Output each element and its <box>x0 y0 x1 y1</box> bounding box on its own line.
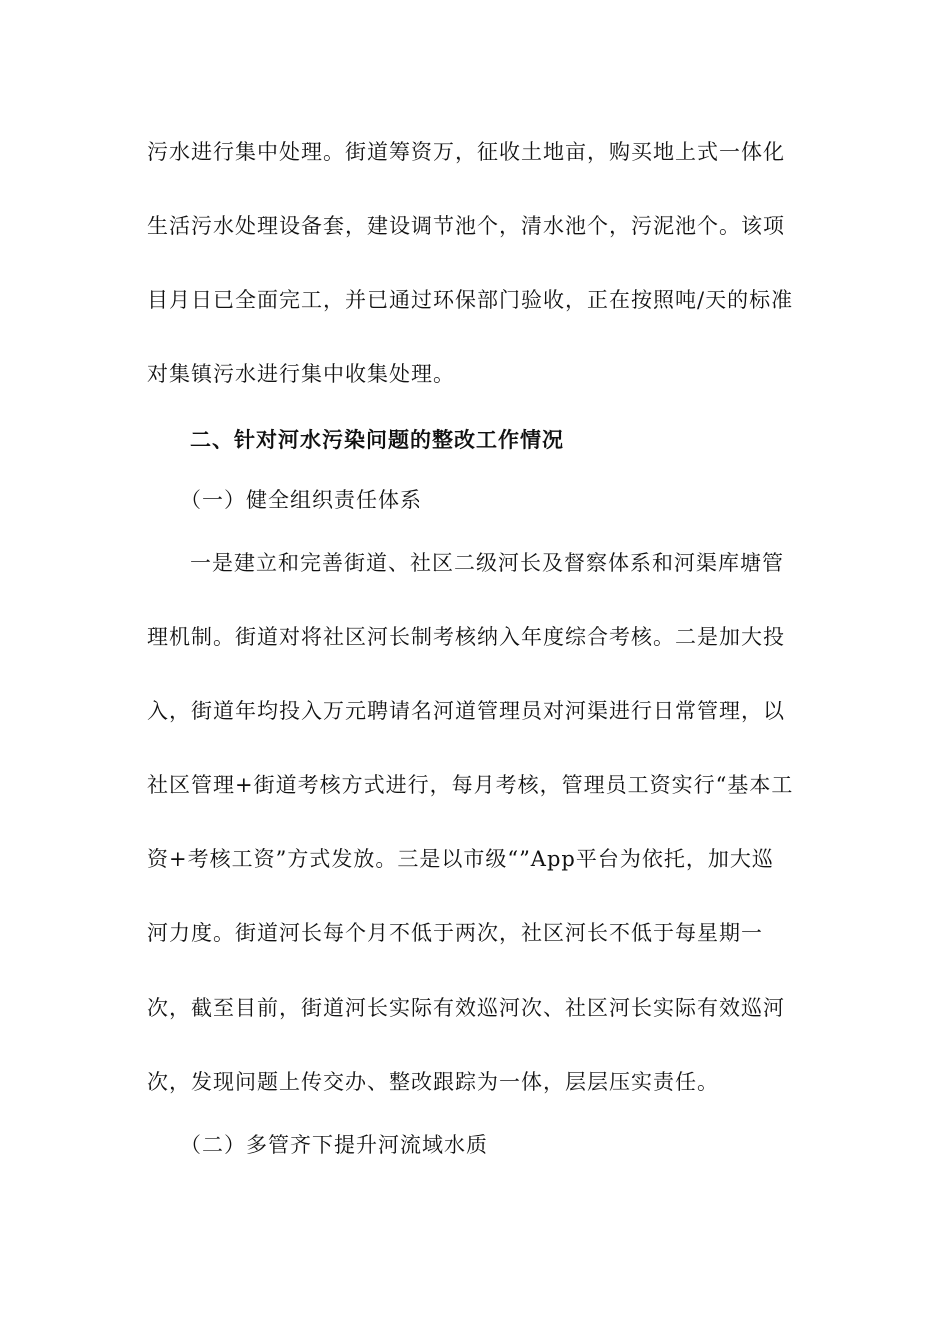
body-text-line: 理机制。街道对将社区河长制考核纳入年度综合考核。二是加大投 <box>147 625 785 649</box>
body-text-line: 污水进行集中处理。街道筹资万，征收土地亩，购买地上式一体化 <box>147 140 785 164</box>
subsection-heading: （二）多管齐下提升河流域水质 <box>180 1133 488 1157</box>
body-text-line: 次，截至目前，街道河长实际有效巡河次、社区河长实际有效巡河 <box>147 996 785 1020</box>
body-text-line: 资+考核工资”方式发放。三是以市级“”App平台为依托，加大巡 <box>147 847 774 871</box>
body-text-line: 社区管理+街道考核方式进行，每月考核，管理员工资实行“基本工 <box>147 773 794 797</box>
body-text-line: 次，发现问题上传交办、整改跟踪为一体，层层压实责任。 <box>147 1070 719 1094</box>
body-text-line: 对集镇污水进行集中收集处理。 <box>147 362 455 386</box>
body-text-line: 入，街道年均投入万元聘请名河道管理员对河渠进行日常管理，以 <box>147 699 785 723</box>
subsection-heading: （一）健全组织责任体系 <box>180 488 422 512</box>
section-heading: 二、针对河水污染问题的整改工作情况 <box>190 427 564 452</box>
body-text-line: 河力度。街道河长每个月不低于两次，社区河长不低于每星期一 <box>147 921 763 945</box>
body-text-line: 一是建立和完善街道、社区二级河长及督察体系和河渠库塘管 <box>190 551 784 575</box>
body-text-line: 生活污水处理设备套，建设调节池个，清水池个，污泥池个。该项 <box>147 214 785 238</box>
body-text-line: 目月日已全面完工，并已通过环保部门验收，正在按照吨/天的标准 <box>147 288 794 312</box>
